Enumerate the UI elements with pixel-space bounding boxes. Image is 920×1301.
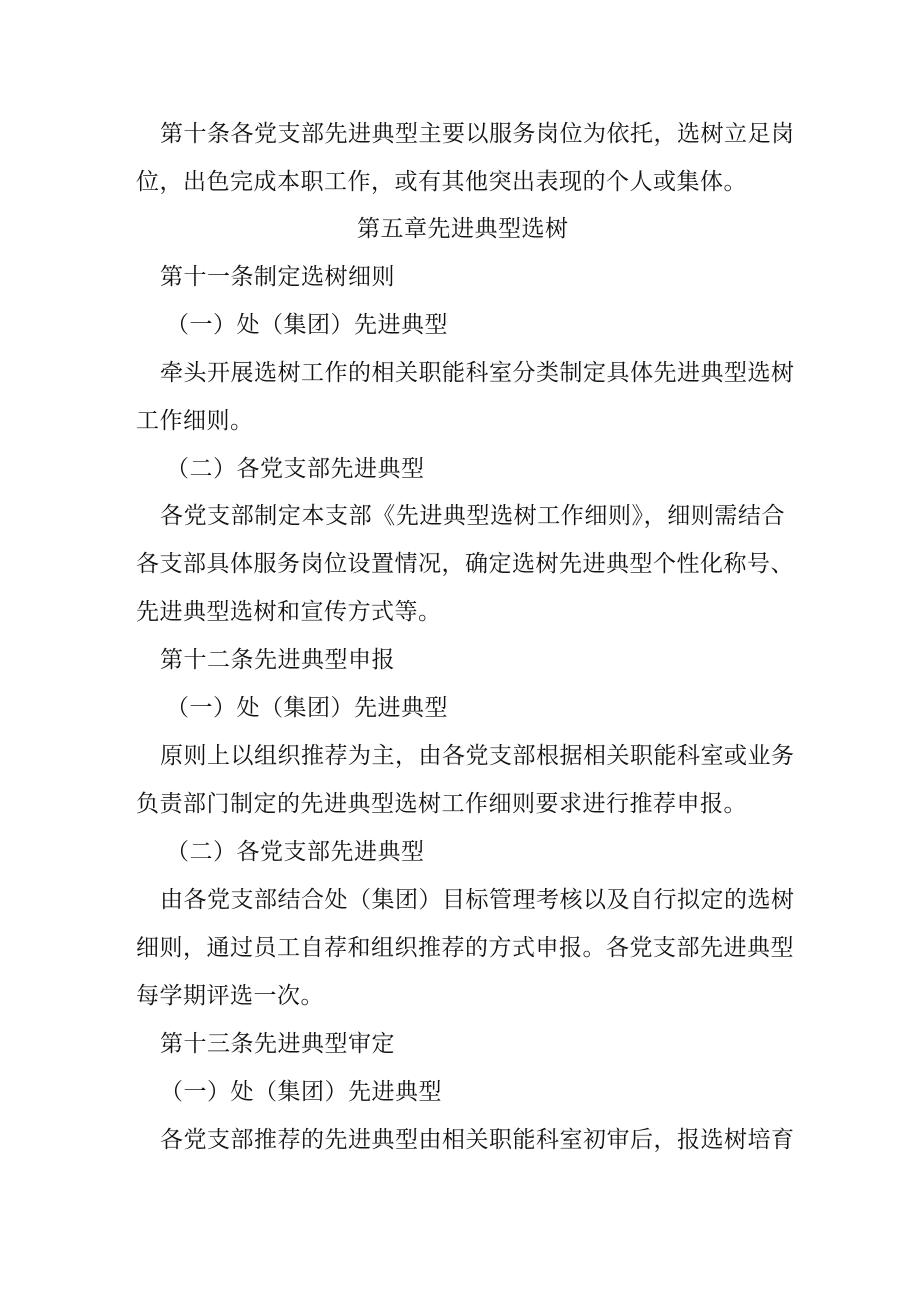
paragraph-line: 牵头开展选树工作的相关职能科室分类制定具体先进典型选树 [160,360,795,386]
paragraph-line: 由各党支部结合处（集团）目标管理考核以及自行拟定的选树 [160,887,795,913]
paragraph-line: 第十条各党支部先进典型主要以服务岗位为依托，选树立足岗 [160,121,795,147]
chapter-heading: 第五章先进典型选树 [357,216,569,242]
paragraph-line: 每学期评选一次。 [136,983,324,1009]
paragraph-line: 各支部具体服务岗位设置情况，确定选树先进典型个性化称号、 [136,551,794,577]
paragraph-line: 位，出色完成本职工作，或有其他突出表现的个人或集体。 [136,169,747,195]
paragraph-line: 细则，通过员工自荐和组织推荐的方式申报。各党支部先进典型 [136,935,794,961]
paragraph-line: 工作细则。 [136,408,254,434]
article-heading: 第十二条先进典型申报 [160,647,395,673]
section-heading: （一）处（集团）先进典型 [160,1079,442,1105]
paragraph-line: 各党支部推荐的先进典型由相关职能科室初审后，报选树培育 [160,1127,795,1153]
section-heading: （二）各党支部先进典型 [166,456,425,482]
paragraph-line: 先进典型选树和宣传方式等。 [136,599,442,625]
article-heading: 第十一条制定选树细则 [160,264,395,290]
section-heading: （一）处（集团）先进典型 [166,695,448,721]
paragraph-line: 各党支部制定本支部《先进典型选树工作细则》，细则需结合 [160,503,785,529]
section-heading: （一）处（集团）先进典型 [166,312,448,338]
paragraph-line: 负责部门制定的先进典型选树工作细则要求进行推荐申报。 [136,791,747,817]
paragraph-line: 原则上以组织推荐为主，由各党支部根据相关职能科室或业务 [160,743,795,769]
article-heading: 第十三条先进典型审定 [160,1031,395,1057]
section-heading: （二）各党支部先进典型 [166,839,425,865]
